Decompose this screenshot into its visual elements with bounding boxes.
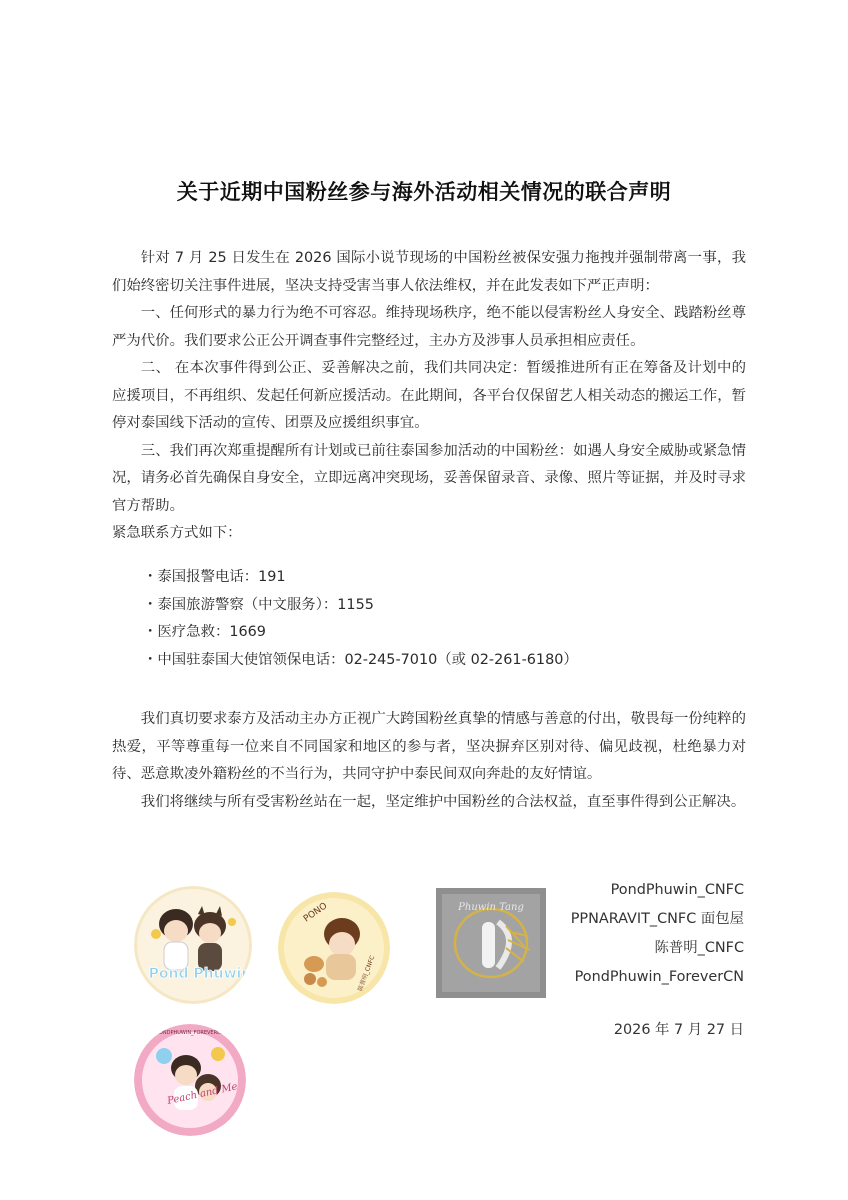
paragraph-closing-1: 我们真切要求泰方及活动主办方正视广大跨国粉丝真挚的情感与善意的付出，敬畏每一份纯粹的热爱，平等尊重每一位来自不同国家和地区的参与者，坚决摒弃区别对待、偏见歧视，杜绝暴力对待、恶意欺凌外籍粉丝的不当行为，共同守护中泰民间双向奔赴的友好情谊。 — [112, 711, 746, 782]
logo2-text: PONO — [301, 901, 330, 925]
signer-chenpuming-cnfc: 陈普明_CNFC — [654, 940, 744, 956]
logo4-text: Peach and Me — [166, 1081, 239, 1107]
paragraph-closing-2: 我们将继续与所有受害粉丝站在一起，坚定维护中国粉丝的合法权益，直至事件得到公正解决。 — [140, 793, 746, 810]
logo4-ring-text: PONDPHUWIN_FOREVERCN — [155, 1030, 225, 1036]
logo1-text: Pond Phuwin — [148, 966, 252, 982]
fanclub-logo-phuwin-tang — [436, 888, 546, 998]
paragraph-intro: 针对 7 月 25 日发生在 2026 国际小说节现场的中国粉丝被保安强力拖拽并强制带离一事，我们始终密切关注事件进展，坚决支持受害当事人依法维权，并在此发表如下严正声明： — [112, 250, 746, 294]
contact-item-police: ・泰国报警电话：191 — [143, 569, 286, 585]
page-title: 关于近期中国粉丝参与海外活动相关情况的联合声明 — [176, 179, 672, 204]
statement-date: 2026 年 7 月 27 日 — [613, 1022, 744, 1038]
signer-pondphuwin-cnfc: PondPhuwin_CNFC — [610, 882, 744, 898]
contact-item-embassy: ・中国驻泰国大使馆领保电话：02-245-7010（或 02-261-6180） — [143, 651, 578, 668]
fanclub-logo-pondphuwin — [134, 886, 252, 1004]
logo3-text: Phuwin Tang — [458, 902, 524, 913]
emergency-contact-list — [143, 564, 578, 674]
signer-pondphuwin-forevercn: PondPhuwin_ForeverCN — [574, 969, 744, 985]
paragraph-point-2: 二、 在本次事件得到公正、妥善解决之前，我们共同决定：暂缓推进所有正在筹备及计划中的应援项目，不再组织、发起任何新应援活动。在此期间，各平台仅保留艺人相关动态的搬运工作，暂停对泰国线下活动的宣传、团票及应援组织事宜。 — [112, 360, 746, 431]
fanclub-logo-peach-and-me — [134, 1024, 246, 1136]
statement-body — [112, 245, 746, 548]
signer-list — [571, 876, 744, 992]
signer-ppnaravit-cnfc: PPNARAVIT_CNFC 面包屋 — [570, 911, 744, 927]
fanclub-logo-pono — [278, 892, 390, 1004]
paragraph-point-1: 一、任何形式的暴力行为绝不可容忍。维持现场秩序，绝不能以侵害粉丝人身安全、践踏粉丝尊严为代价。我们要求公正公开调查事件完整经过，主办方及涉事人员承担相应责任。 — [112, 305, 746, 349]
contact-heading: 紧急联系方式如下： — [112, 525, 242, 541]
contact-item-tourist-police: ・泰国旅游警察（中文服务）：1155 — [143, 596, 374, 613]
logo2-subtext: 陈普明_CNFC — [356, 954, 377, 993]
contact-item-medical: ・医疗急救：1669 — [143, 624, 266, 640]
closing-body — [112, 706, 746, 816]
paragraph-point-3: 三、我们再次郑重提醒所有计划或已前往泰国参加活动的中国粉丝：如遇人身安全威胁或紧急情况，请务必首先确保自身安全，立即远离冲突现场，妥善保留录音、录像、照片等证据，并及时寻求官方帮助。 — [112, 442, 746, 514]
